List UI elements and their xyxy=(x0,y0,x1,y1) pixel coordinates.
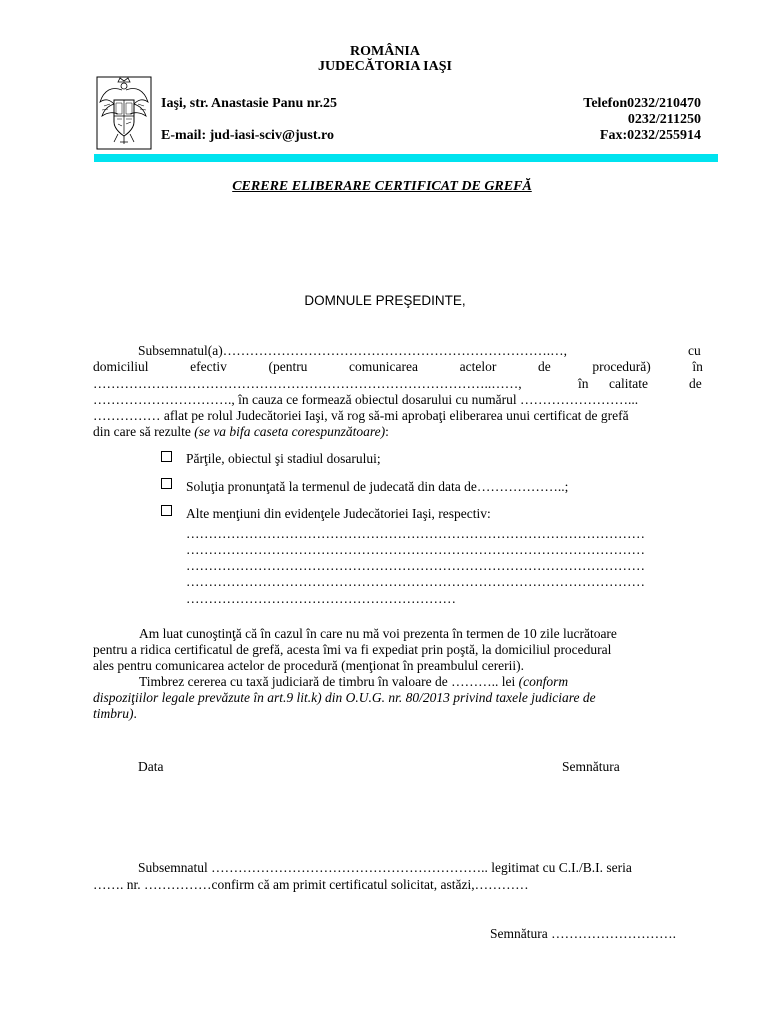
body-line-3: ……………………………………………………………………………..……, xyxy=(93,376,522,391)
court-address: Iaşi, str. Anastasie Panu nr.25 xyxy=(161,96,337,111)
country-name: ROMÂNIA xyxy=(350,44,420,59)
date-label: Data xyxy=(138,759,164,774)
dotted-line: ………………………………………………………………………………………… xyxy=(186,558,645,573)
body-line-6 xyxy=(93,424,389,440)
body-line-1-end: cu xyxy=(688,343,701,358)
body-line-5: …………… aflat pe rolul Judecătoriei Iaşi, vă rog să-mi aprobaţi eliberarea unui certificat de grefă xyxy=(93,408,629,423)
notice-line-4 xyxy=(139,674,704,690)
body-word: efectiv xyxy=(190,359,227,374)
body-instruction: (se va bifa caseta corespunzătoare) xyxy=(194,424,386,439)
header-divider xyxy=(94,154,718,162)
dotted-line: ………………………………………………………………………………………… xyxy=(186,542,645,557)
body-text: din care să rezulte xyxy=(93,424,195,439)
body-word: în xyxy=(692,359,703,374)
option-label-other: Alte menţiuni din evidenţele Judecătoriei Iaşi, respectiv: xyxy=(186,506,491,521)
notice-line-3: ales pentru comunicarea actelor de procedură (menţionat în preambulul cererii). xyxy=(93,658,525,673)
option-label-solution: Soluţia pronunţată la termenul de judecată din data de………………..; xyxy=(186,479,569,494)
dotted-line: ………………………………………………………………………………………… xyxy=(186,526,645,541)
notice-line-6 xyxy=(93,706,137,722)
option-label-parties: Părţile, obiectul şi stadiul dosarului; xyxy=(186,451,381,466)
option-checkbox-other[interactable] xyxy=(161,505,172,516)
notice-line-1: Am luat cunoştinţă că în cazul în care nu mă voi prezenta în termen de 10 zile lucrătoare xyxy=(139,626,617,641)
document-title: CERERE ELIBERARE CERTIFICAT DE GREFĂ xyxy=(232,179,532,194)
coat-of-arms-icon xyxy=(96,76,152,150)
salutation: DOMNULE PREŞEDINTE, xyxy=(304,293,466,308)
court-name: JUDECĂTORIA IAŞI xyxy=(318,59,452,74)
body-text: : xyxy=(385,424,389,439)
receipt-signature: Semnătura ………………………. xyxy=(490,926,676,941)
body-word: procedură) xyxy=(592,359,651,374)
receipt-line-2: ……. nr. ……………confirm că am primit certificatul solicitat, astăzi,………… xyxy=(93,877,529,892)
body-word: (pentru xyxy=(268,359,308,374)
court-fax: Fax:0232/255914 xyxy=(599,128,701,143)
signature-label: Semnătura xyxy=(562,759,620,774)
body-line-4: …………………………., în cauza ce formează obiectul dosarului cu numărul ……………………... xyxy=(93,392,639,407)
body-line-1: Subsemnatul(a)……………………………………………………………….…, xyxy=(138,343,567,358)
body-word: domiciliul xyxy=(93,359,149,374)
receipt-line-1: Subsemnatul …………………………………………………….. legitimat cu C.I./B.I. seria xyxy=(138,860,632,875)
body-line-3-word: de xyxy=(689,376,702,391)
body-word: de xyxy=(537,359,551,374)
court-phone-2: 0232/211250 xyxy=(627,112,701,127)
dotted-line: …………………………………………………… xyxy=(186,591,456,606)
notice-text: Timbrez cererea cu taxă judiciară de timbru în valoare de ……….. lei xyxy=(139,674,519,689)
dotted-line: ………………………………………………………………………………………… xyxy=(186,574,645,589)
body-line-3-word: calitate xyxy=(609,376,648,391)
option-checkbox-parties[interactable] xyxy=(161,451,172,462)
body-word: actelor xyxy=(459,359,497,374)
body-line-2 xyxy=(93,359,703,375)
court-phone-1: Telefon0232/210470 xyxy=(583,96,701,111)
body-line-3-word: în xyxy=(578,376,589,391)
notice-line-2: pentru a ridica certificatul de grefă, acesta îmi va fi expediat prin poştă, la domiciliul procedural xyxy=(93,642,612,657)
notice-legal-ref: timbru) xyxy=(93,706,134,721)
court-email[interactable]: E-mail: jud-iasi-sciv@just.ro xyxy=(161,128,334,143)
option-checkbox-solution[interactable] xyxy=(161,478,172,489)
notice-legal-ref: (conform xyxy=(518,674,569,689)
notice-line-5: dispoziţiilor legale prevăzute în art.9 lit.k) din O.U.G. nr. 80/2013 privind taxele judiciare de xyxy=(93,690,596,705)
notice-text: . xyxy=(133,706,137,721)
body-word: comunicarea xyxy=(349,359,419,374)
